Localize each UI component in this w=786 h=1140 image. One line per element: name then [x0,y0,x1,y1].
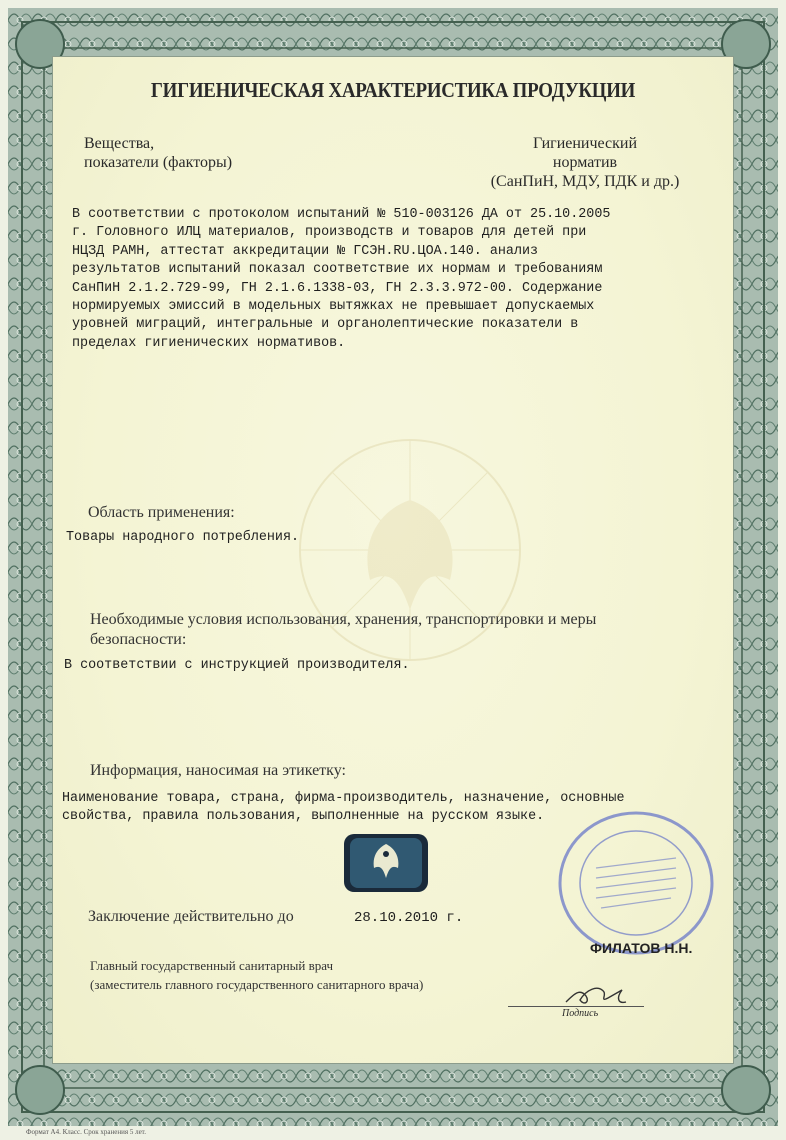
signature-caption: Подпись [562,1008,599,1019]
norm-header-line: (СанПиН, МДУ, ПДК и др.) [490,173,680,190]
paragraph-line: уровней миграций, интегральные и органолептические показатели в [72,317,579,333]
conditions-label-line: Необходимые условия использования, хранения, транспортировки и меры [90,611,597,628]
label-info-label: Информация, наносимая на этикетку: [90,762,346,779]
signature-line [508,1006,644,1007]
norm-header-line: Гигиенический [532,135,638,152]
conditions-value: В соответствии с инструкцией производителя. [64,658,410,673]
round-stamp-icon [556,808,716,958]
paragraph-line: г. Головного ИЛЦ материалов, производств и товаров для детей при [72,225,587,241]
paragraph-line: СанПиН 2.1.2.729-99, ГН 2.1.6.1338-03, ГН 2.3.3.972-00. Содержание [72,280,603,296]
signer-name: ФИЛАТОВ Н.Н. [590,940,693,956]
signer-title-line: (заместитель главного государственного санитарного врача) [90,977,424,992]
paragraph-line: пределах гигиенических нормативов. [72,335,346,351]
paragraph-line: результатов испытаний показал соответствие их нормам и требованиям [72,262,603,278]
norm-header-line: норматив [552,154,618,171]
signer-title-line: Главный государственный санитарный врач [90,958,334,973]
substances-header-line: показатели (факторы) [84,154,233,171]
substances-header [84,134,232,172]
paragraph-line: В соответствии с протоколом испытаний № 510-003126 ДА от 25.10.2005 [72,207,611,222]
validity-label: Заключение действительно до [88,908,294,925]
scope-label: Область применения: [88,504,235,521]
document-title: ГИГИЕНИЧЕСКАЯ ХАРАКТЕРИСТИКА ПРОДУКЦИИ [150,78,636,102]
substances-header-line: Вещества, [84,135,155,152]
validity-date: 28.10.2010 г. [354,910,464,926]
footer-note: Формат А4. Класс. Срок хранения 5 лет. [26,1128,146,1136]
label-info-line: свойства, правила пользования, выполненные на русском языке. [62,809,545,824]
paragraph-line: НЦЗД РАМН, аттестат аккредитации № ГСЭН.RU.ЦОА.140. анализ [72,243,539,259]
test-results-paragraph [72,206,722,353]
label-info-line: Наименование товара, страна, фирма-производитель, назначение, основные [62,791,625,806]
conditions-label [90,610,596,650]
hologram-eagle-icon [342,832,430,894]
norm-header [470,134,700,191]
handwritten-signature [560,976,640,1010]
paragraph-line: нормируемых эмиссий в модельных вытяжках не превышает допускаемых [72,299,595,315]
scope-value: Товары народного потребления. [66,530,300,545]
signer-title [90,956,423,994]
conditions-label-line: безопасности: [90,631,187,648]
